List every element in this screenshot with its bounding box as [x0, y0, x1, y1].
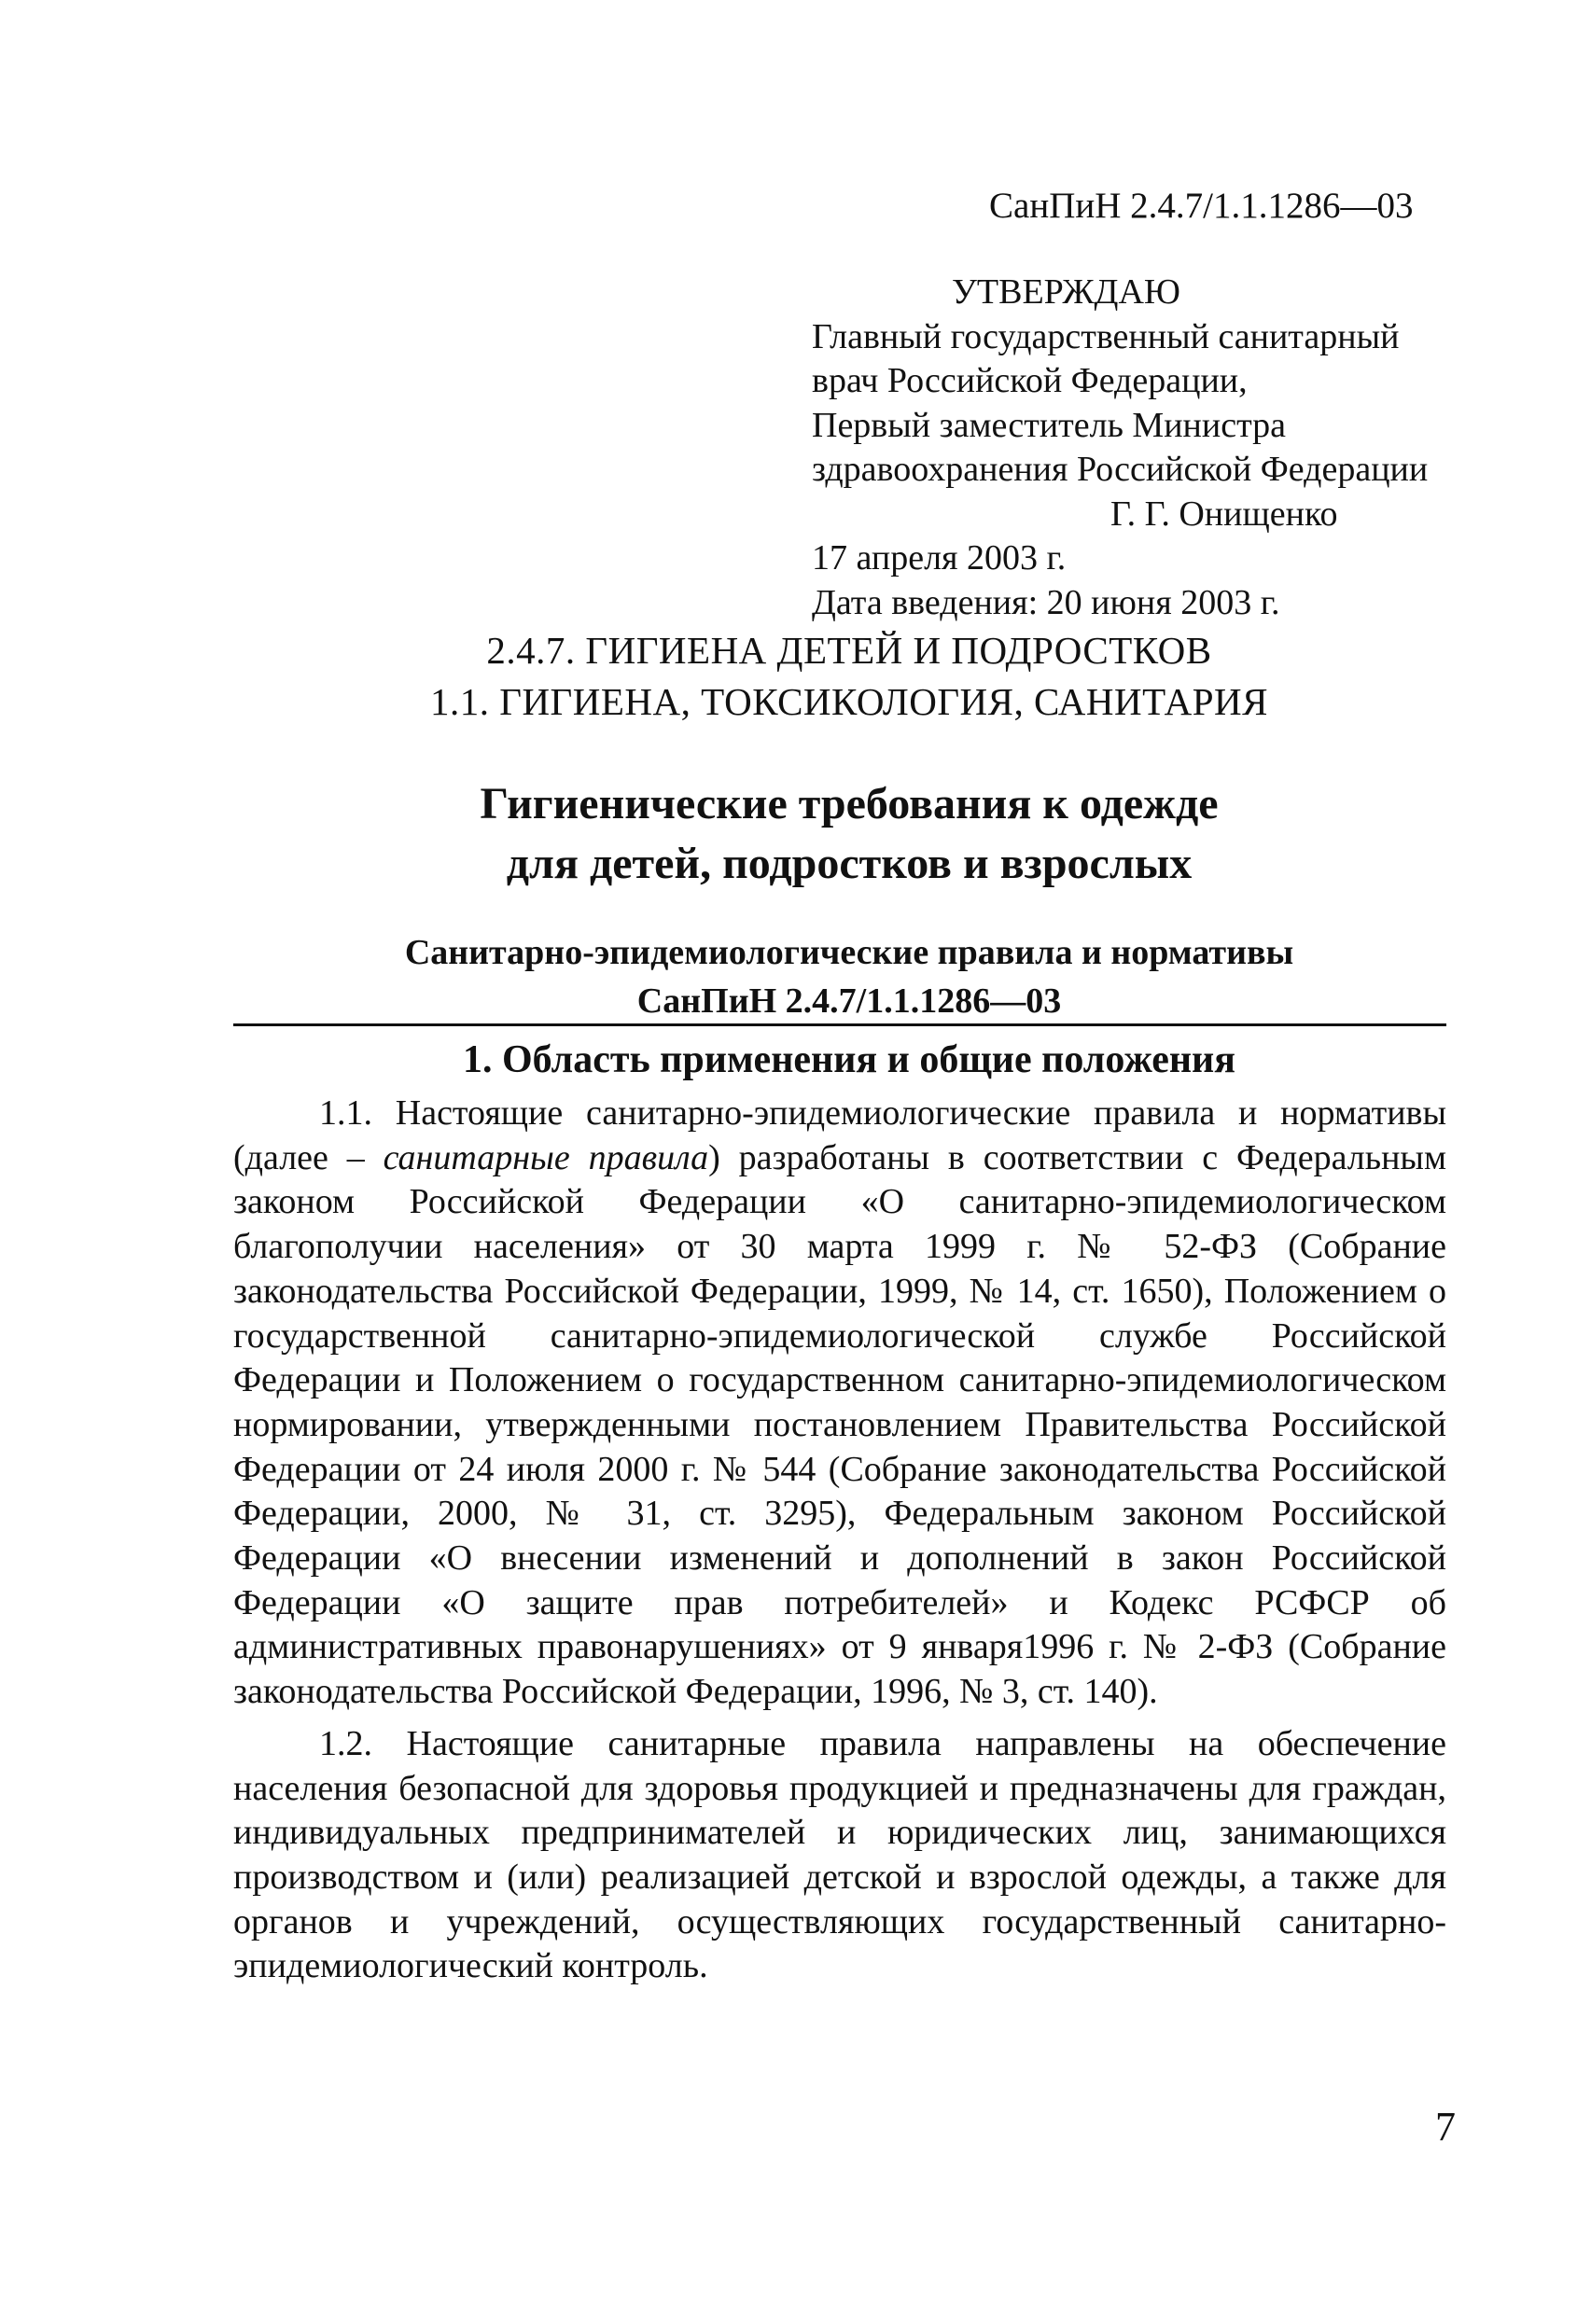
effective-date: Дата введения: 20 июня 2003 г. — [812, 582, 1280, 622]
horizontal-rule — [233, 1023, 1446, 1026]
document-code: СанПиН 2.4.7/1.1.1286—03 — [989, 186, 1414, 226]
paragraph-text: ) разработаны в соответствии с Федеральным законом Российской Федерации «О санитарно-эпидемиологическом благополучии населения» от 30 марта 1999 г. № 52-ФЗ (Собрание законодательства Российской Федерации, 1999, № 14, ст. 1650), Положением о государственной санитарно-эпидемиологической службе Российской Федерации и Положением о государственном санитарно-эпидемиологическом нормировании, утвержденными постановлением Правительства Российской Федерации от 24 июля 2000 г. № 544 (Собрание законодательства Российской Федерации, 2000, № 31, ст. 3295), Федеральным законом Российской Федерации «О внесении изменений и дополнений в закон Российской Федерации «О защите прав потребителей» и Кодекс РСФСР об административных правонарушениях» от 9 января1996 г. № 2-ФЗ (Собрание законодательства Российской Федерации, 1996, № 3, ст. 140). — [233, 1137, 1447, 1712]
classification-line: 1.1. ГИГИЕНА, ТОКСИКОЛОГИЯ, САНИТАРИЯ — [430, 680, 1268, 723]
title-line: Гигиенические требования к одежде — [480, 779, 1219, 828]
approval-line: Первый заместитель Министра — [812, 405, 1287, 445]
paragraph-italic-term: санитарные правила — [383, 1137, 709, 1177]
rules-code: СанПиН 2.4.7/1.1.1286—03 — [636, 981, 1062, 1021]
document-title — [233, 774, 1465, 894]
rules-line: Санитарно-эпидемиологические правила и нормативы — [404, 933, 1294, 972]
approval-line: Главный государственный санитарный — [812, 316, 1400, 356]
approval-line: здравоохранения Российской Федерации — [812, 450, 1429, 489]
approval-label: УТВЕРЖДАЮ — [952, 272, 1180, 312]
section-body — [233, 1092, 1446, 1997]
title-line: для детей, подростков и взрослых — [506, 839, 1193, 888]
page-number: 7 — [1435, 2104, 1456, 2150]
rules-heading — [233, 928, 1465, 1025]
classification-line: 2.4.7. ГИГИЕНА ДЕТЕЙ И ПОДРОСТКОВ — [486, 629, 1212, 672]
paragraph-text: 1.1. Настоящие санитарно-эпидемиологические правила и нормативы (далее – — [233, 1093, 1446, 1177]
approval-date: 17 апреля 2003 г. — [812, 538, 1067, 578]
classification-heading — [233, 625, 1465, 728]
paragraph-1-2: 1.2. Настоящие санитарные правила направлены на обеспечение населения безопасной для здоровья продукцией и предназначены для граждан, индивидуальных предпринимателей и юридических лиц, занимающихся производством и (или) реализацией детской и взрослой одежды, а также для органов и учреждений, осуществляющих государственный санитарно-эпидемиологический контроль. — [233, 1723, 1446, 1986]
signatory-name: Г. Г. Онищенко — [1110, 494, 1338, 534]
approval-block — [812, 271, 1465, 625]
section-title: 1. Область применения и общие положения — [463, 1038, 1235, 1081]
paragraph-1-1 — [233, 1092, 1446, 1715]
approval-line: врач Российской Федерации, — [812, 361, 1248, 400]
